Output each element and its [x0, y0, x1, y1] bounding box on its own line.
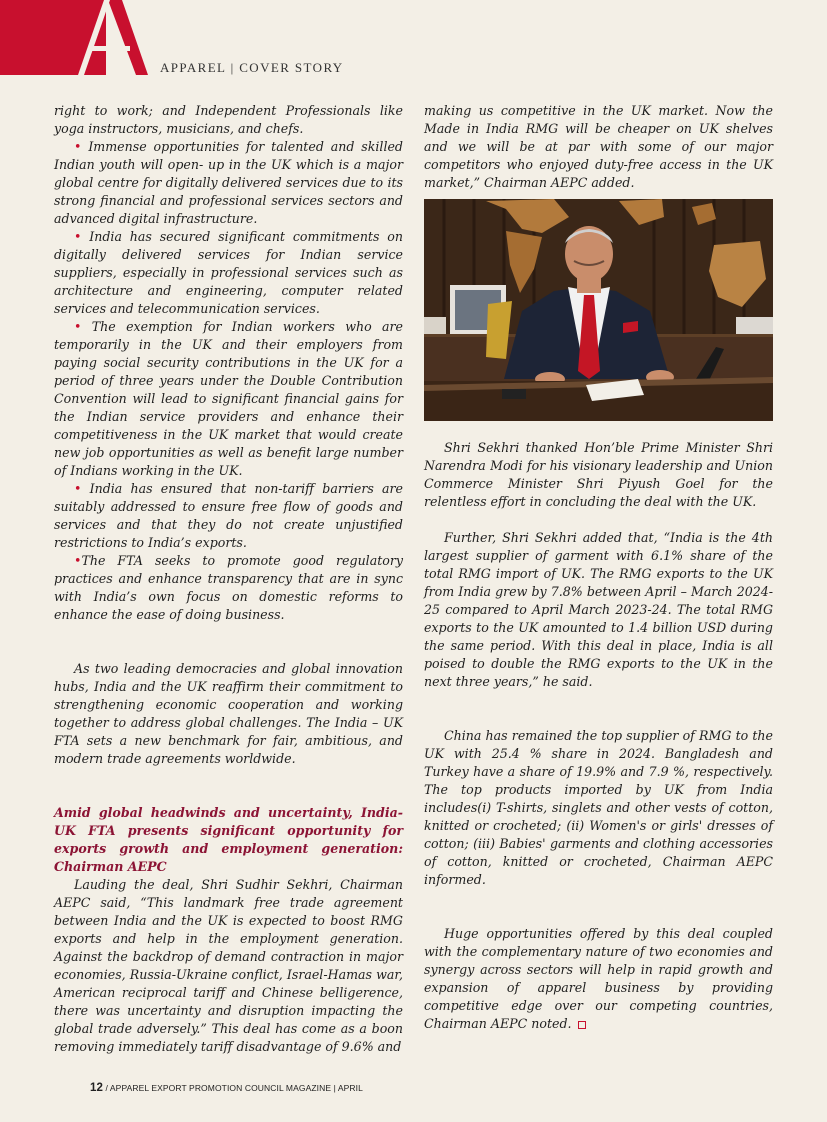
- paragraph: Shri Sekhri thanked Hon’ble Prime Minister Shri Narendra Modi for his visionary leadership and Union Commerce Minister Shri Piyush Goel for the relentless effort in concluding the deal with the UK.: [424, 440, 773, 509]
- bullet-icon: •: [74, 319, 82, 334]
- paragraph: Lauding the deal, Shri Sudhir Sekhri, Chairman AEPC said, “This landmark free trade agreement between India and the UK is expected to boost RMG exports and help in the employment generation. Against the backdrop of demand contraction in major economies, Russia-Ukraine conflict, Israel-Hamas war, American reciprocal tariff and Chinese belligerence, there was uncertainty and disruption impacting the global trade adversely.” This deal has come as a boon removing immediately tariff disadvantage of 9.6% and: [54, 877, 403, 1054]
- bullet-item: • Immense opportunities for talented and skilled Indian youth will open- up in the UK which is a major global centre for digitally delivered services due to its strong financial and professional services sectors and advanced digital infrastructure.: [54, 139, 403, 226]
- paragraph: China has remained the top supplier of RMG to the UK with 25.4 % share in 2024. Bangladesh and Turkey have a share of 19.9% and 7.9 %, respectively. The top products imported by UK from India includes(i) T-shirts, singlets and other vests of cotton, knitted or crocheted; (ii) Women's or girls' dresses of cotton; (iii) Babies' garments and clothing accessories of cotton, knitted or crocheted, Chairman AEPC informed.: [424, 728, 773, 887]
- bullet-item: • India has secured significant commitments on digitally delivered services for Indian service suppliers, especially in professional services such as architecture and engineering, computer related services and telecommunication services.: [54, 229, 403, 316]
- bullet-item: •The FTA seeks to promote good regulatory practices and enhance transparency that are in sync with India’s own focus on domestic reforms to enhance the ease of doing business.: [54, 553, 403, 622]
- right-column: [424, 102, 773, 1033]
- bullet-icon: •: [74, 229, 82, 244]
- bullet-icon: •: [74, 553, 82, 568]
- end-of-article-icon: [578, 1021, 586, 1029]
- paragraph: right to work; and Independent Professionals like yoga instructors, musicians, and chefs.: [54, 103, 403, 136]
- footer-text: / APPAREL EXPORT PROMOTION COUNCIL MAGAZINE | APRIL: [103, 1083, 363, 1093]
- paragraph: making us competitive in the UK market. Now the Made in India RMG will be cheaper on UK shelves and we will be at par with some of our major competitors who enjoyed duty-free access in the UK market,” Chairman AEPC added.: [424, 103, 773, 190]
- page-number: 12: [90, 1082, 103, 1094]
- bullet-item: • India has ensured that non-tariff barriers are suitably addressed to ensure free flow of goods and services and that they do not create unjustified restrictions to India’s exports.: [54, 481, 403, 550]
- page-footer: [90, 1082, 363, 1094]
- section-label: APPAREL | COVER STORY: [160, 60, 344, 75]
- paragraph: Huge opportunities offered by this deal coupled with the complementary nature of two economies and synergy across sectors will help in rapid growth and expansion of apparel business by providing competitive edge over our competing countries, Chairman AEPC noted.: [424, 926, 773, 1031]
- bullet-icon: •: [74, 139, 82, 154]
- magazine-logo: [0, 0, 150, 75]
- bullet-item: • The exemption for Indian workers who are temporarily in the UK and their employers from paying social security contributions in the UK for a period of three years under the Double Contribution Convention will lead to significant financial gains for the Indian service providers and enhance their competitiveness in the UK market that would create new job opportunities as well as benefit large number of Indians working in the UK.: [54, 319, 403, 478]
- left-column: [54, 102, 403, 1056]
- chairman-photo: [424, 199, 773, 421]
- subheading: Amid global headwinds and uncertainty, India-UK FTA presents significant opportunity for exports growth and employment generation: Chairman AEPC: [54, 805, 403, 874]
- paragraph: Further, Shri Sekhri added that, “India is the 4th largest supplier of garment with 6.1% share of the total RMG import of UK. The RMG exports to the UK from India grew by 7.8% between April – March 2024-25 compared to April March 2023-24. The total RMG exports to the UK amounted to 1.4 billion USD during the same period. With this deal in place, India is all poised to double the RMG exports to the UK in the next three years,” he said.: [424, 530, 773, 689]
- paragraph: As two leading democracies and global innovation hubs, India and the UK reaffirm their commitment to strengthening economic cooperation and working together to address global challenges. The India – UK FTA sets a new benchmark for fair, ambitious, and modern trade agreements worldwide.: [54, 661, 403, 766]
- bullet-icon: •: [74, 481, 82, 496]
